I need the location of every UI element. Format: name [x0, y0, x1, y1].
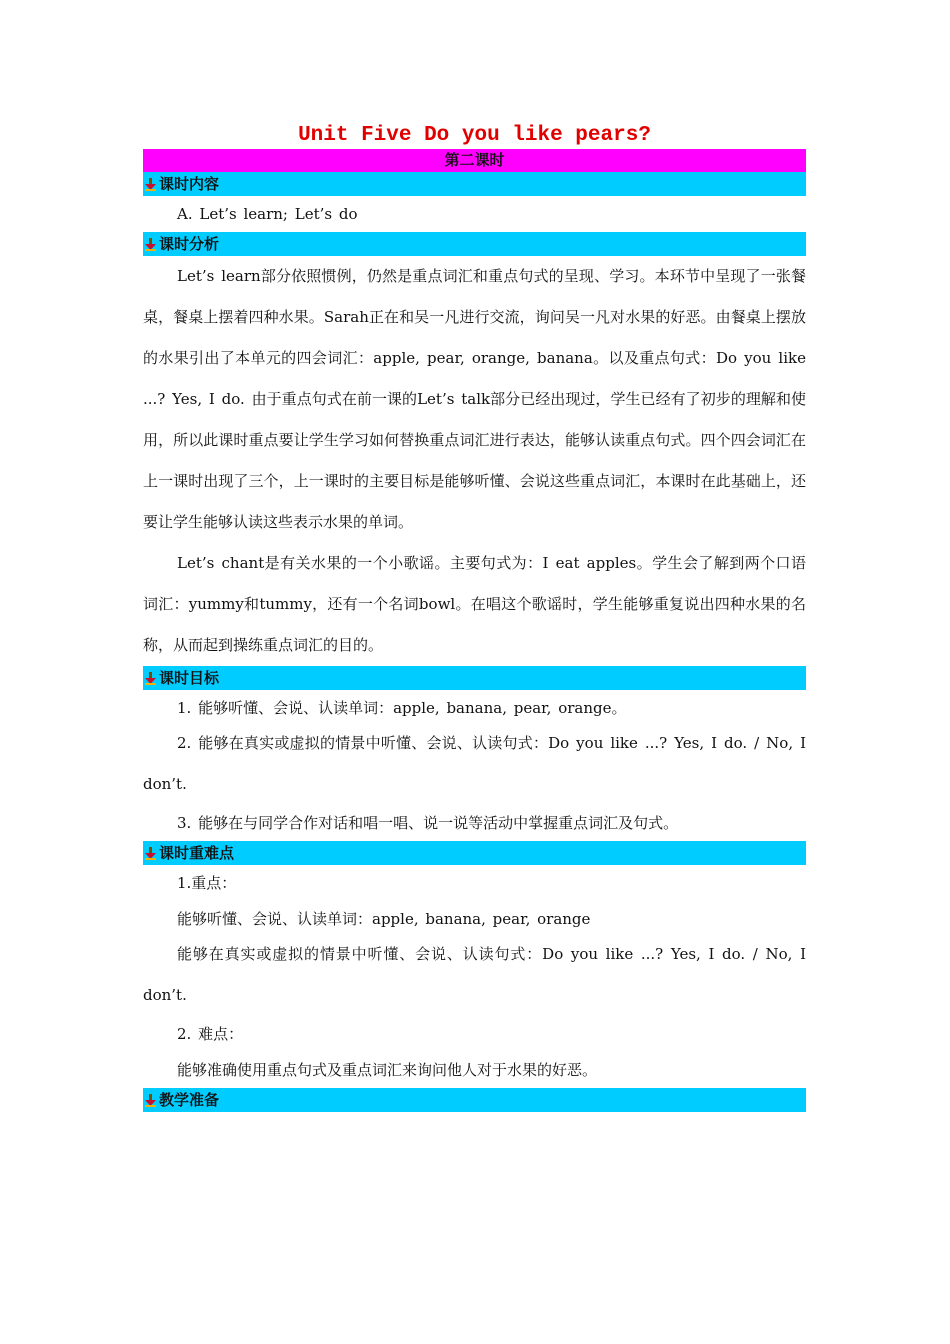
download-arrow-icon [144, 1094, 157, 1107]
section-heading-label: 课时内容 [159, 175, 220, 193]
analysis-paragraph-1: Let’s learn部分依照惯例，仍然是重点词汇和重点句式的呈现、学习。本环节中呈现了一张餐桌，餐桌上摆着四种水果。Sarah正在和吴一凡进行交流，询问吴一凡对水果的好恶。由餐桌上摆放的水果引出了本单元的四会词汇：apple, pear, orange, banana。以及重点句式：Do you like ...? Yes, I do. 由于重点句式在前一课的Let’s talk部分已经出现过，学生已经有了初步的理解和使用，所以此课时重点要让学生学习如何替换重点词汇进行表达，能够认读重点句式。四个四会词汇在上一课时出现了三个，上一课时的主要目标是能够听懂、会说这些重点词汇，本课时在此基础上，还要让学生能够认读这些表示水果的单词。 [143, 267, 806, 531]
section-heading-prep [143, 1088, 806, 1112]
download-arrow-icon [144, 238, 157, 251]
difficulty-label: 2. 难点： [177, 1025, 244, 1043]
section-heading-analysis [143, 232, 806, 256]
section-heading-label: 教学准备 [159, 1091, 220, 1109]
goal-item: 3. 能够在与同学合作对话和唱一唱、说一说等活动中掌握重点词汇及句式。 [177, 814, 679, 832]
key-item: 能够听懂、会说、认读单词：apple, banana, pear, orange [177, 910, 591, 928]
section-heading-goals [143, 666, 806, 690]
difficulty-item: 能够准确使用重点句式及重点词汇来询问他人对于水果的好恶。 [177, 1061, 598, 1079]
goal-item: 2. 能够在真实或虚拟的情景中听懂、会说、认读句式：Do you like ...? Yes, I do. / No, I don’t. [143, 734, 806, 793]
goal-item: 1. 能够听懂、会说、认读单词：apple, banana, pear, orange。 [177, 699, 627, 717]
analysis-paragraph-2: Let’s chant是有关水果的一个小歌谣。主要句式为：I eat apples。学生会了解到两个口语词汇：yummy和tummy，还有一个名词bowl。在唱这个歌谣时，学生能够重复说出四种水果的名称，从而起到操练重点词汇的目的。 [143, 554, 806, 654]
download-arrow-icon [144, 847, 157, 860]
download-arrow-icon [144, 178, 157, 191]
key-label: 1.重点： [177, 874, 237, 892]
content-text: A. Let’s learn; Let’s do [177, 205, 358, 223]
section-heading-label: 课时重难点 [159, 844, 235, 862]
section-heading-label: 课时目标 [159, 669, 220, 687]
section-heading-keypoints [143, 841, 806, 865]
key-item: 能够在真实或虚拟的情景中听懂、会说、认读句式：Do you like ...? Yes, I do. / No, I don’t. [143, 945, 806, 1004]
document-page [143, 122, 806, 1112]
lesson-bar: 第二课时 [143, 149, 806, 172]
download-arrow-icon [144, 672, 157, 685]
document-title: Unit Five Do you like pears? [298, 124, 651, 147]
section-heading-label: 课时分析 [159, 235, 220, 253]
section-heading-content [143, 172, 806, 196]
